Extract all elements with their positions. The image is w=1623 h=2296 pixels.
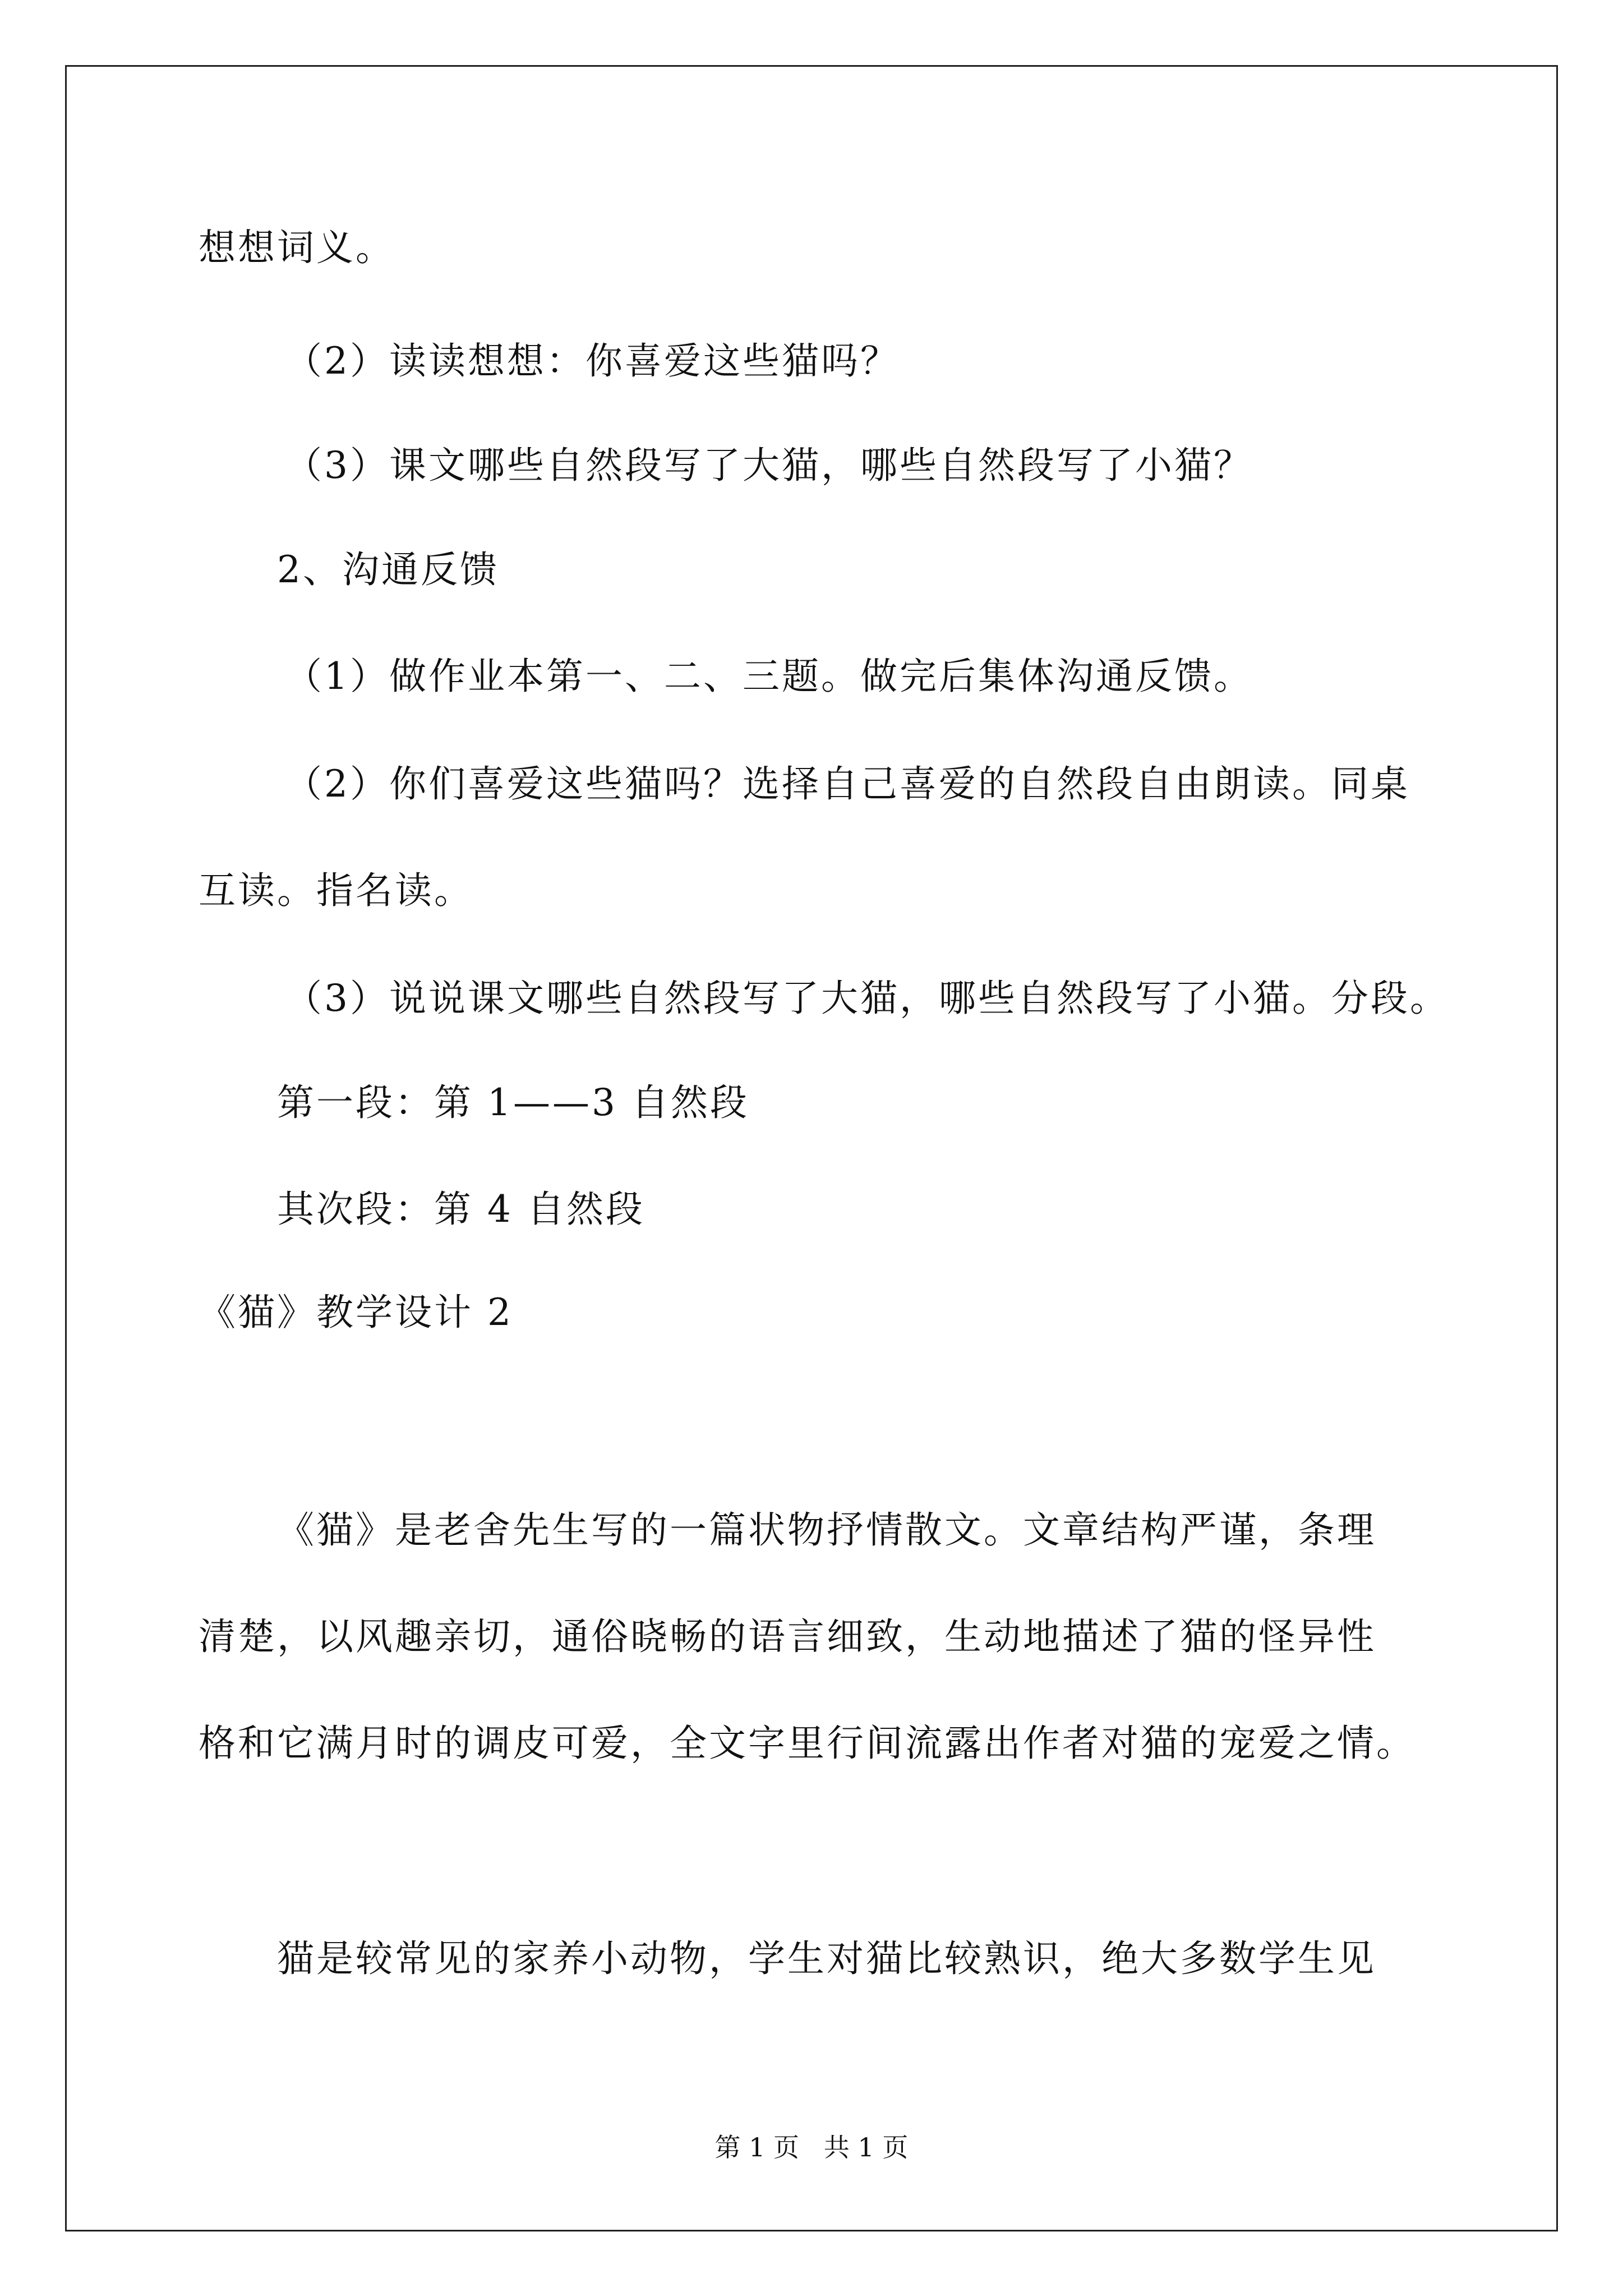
text-line: （3）课文哪些自然段写了大猫，哪些自然段写了小猫？ [285,444,1253,487]
text-line: 想想词义。 [199,226,395,269]
section-subheading: 2、沟通反馈 [277,548,499,591]
text-line: 第一段：第 1——3 自然段 [277,1081,749,1124]
page-footer: 第 1 页 共 1 页 [714,2132,909,2162]
text-line: 其次段：第 4 自然段 [277,1188,645,1231]
page-border [65,65,1558,2231]
paragraph-line: 猫是较常见的家养小动物，学生对猫比较熟识，绝大多数学生见 [277,1937,1376,1980]
text-line: （3）说说课文哪些自然段写了大猫，哪些自然段写了小猫。分段。 [285,977,1449,1020]
text-line: （2）你们喜爱这些猫吗？选择自己喜爱的自然段自由朗读。同桌 [285,762,1410,806]
paragraph-line: 格和它满月时的调皮可爱，全文字里行间流露出作者对猫的宠爱之情。 [199,1722,1415,1765]
section-heading: 《猫》教学设计 2 [199,1291,513,1334]
text-line: 互读。指名读。 [199,869,473,912]
text-line: （2）读读想想：你喜爱这些猫吗？ [285,339,900,383]
paragraph-line: 《猫》是老舍先生写的一篇状物抒情散文。文章结构严谨，条理 [277,1508,1376,1552]
paragraph-line: 清楚，以风趣亲切，通俗晓畅的语言细致，生动地描述了猫的怪异性 [199,1615,1376,1658]
text-line: （1）做作业本第一、二、三题。做完后集体沟通反馈。 [285,655,1253,698]
